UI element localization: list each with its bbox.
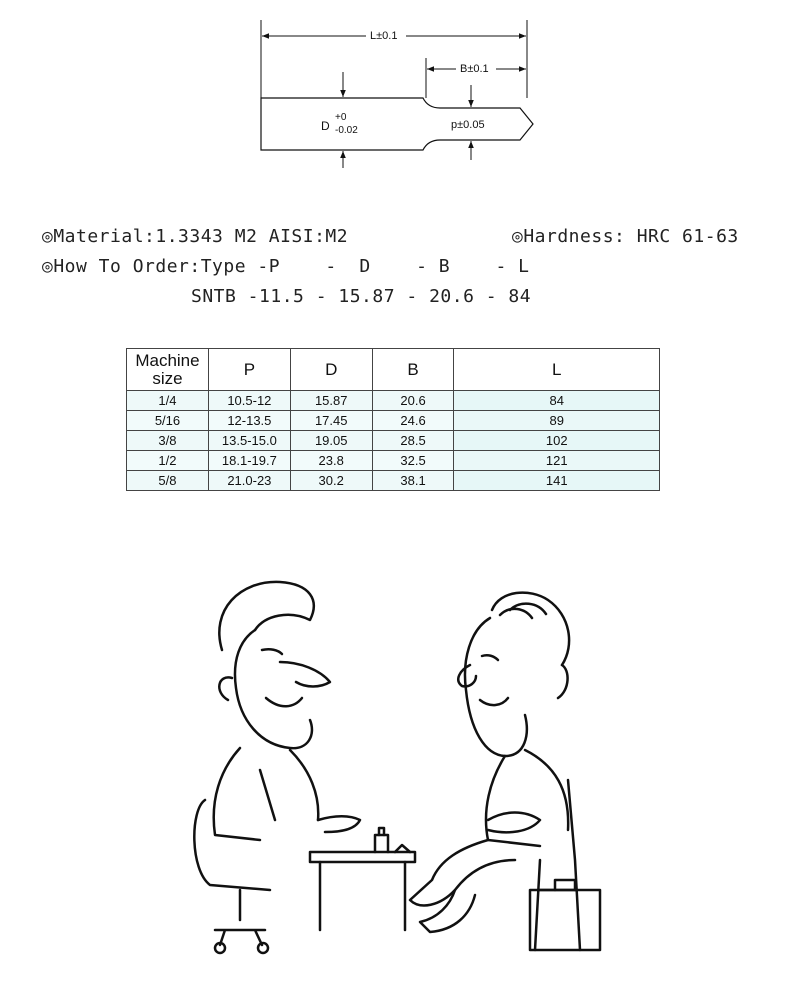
cell-p: 13.5-15.0 bbox=[208, 431, 290, 451]
order-example: SNTB -11.5 - 15.87 - 20.6 - 84 bbox=[191, 286, 532, 307]
punch-dimension-drawing bbox=[0, 0, 800, 200]
d-label: D bbox=[321, 119, 330, 133]
cell-machine-size: 5/8 bbox=[127, 471, 209, 491]
two-businessmen-cartoon bbox=[170, 570, 610, 970]
punch-outline bbox=[261, 98, 533, 150]
material-spec: ◎Material:1.3343 M2 AISI:M2 bbox=[42, 226, 349, 247]
svg-text:B±0.1: B±0.1 bbox=[460, 63, 489, 75]
size-table bbox=[126, 348, 660, 491]
cell-machine-size: 1/2 bbox=[127, 451, 209, 471]
cell-b: 20.6 bbox=[372, 391, 454, 411]
p-label: p±0.05 bbox=[451, 119, 485, 131]
cell-l: 121 bbox=[454, 451, 660, 471]
header-p: P bbox=[208, 349, 290, 391]
cell-p: 21.0-23 bbox=[208, 471, 290, 491]
svg-text:+0: +0 bbox=[335, 112, 347, 123]
cell-d: 19.05 bbox=[290, 431, 372, 451]
cell-machine-size: 1/4 bbox=[127, 391, 209, 411]
cell-b: 38.1 bbox=[372, 471, 454, 491]
table-row bbox=[127, 391, 660, 411]
cell-l: 102 bbox=[454, 431, 660, 451]
cell-p: 10.5-12 bbox=[208, 391, 290, 411]
cell-d: 30.2 bbox=[290, 471, 372, 491]
header-l: L bbox=[454, 349, 660, 391]
cell-l: 141 bbox=[454, 471, 660, 491]
cell-b: 24.6 bbox=[372, 411, 454, 431]
cell-l: 84 bbox=[454, 391, 660, 411]
cell-d: 15.87 bbox=[290, 391, 372, 411]
svg-text:L±0.1: L±0.1 bbox=[370, 30, 398, 42]
cell-b: 28.5 bbox=[372, 431, 454, 451]
cell-b: 32.5 bbox=[372, 451, 454, 471]
header-d: D bbox=[290, 349, 372, 391]
cell-d: 23.8 bbox=[290, 451, 372, 471]
cell-machine-size: 5/16 bbox=[127, 411, 209, 431]
cell-p: 18.1-19.7 bbox=[208, 451, 290, 471]
cell-machine-size: 3/8 bbox=[127, 431, 209, 451]
svg-text:-0.02: -0.02 bbox=[335, 125, 358, 136]
table-header-row bbox=[127, 349, 660, 391]
how-to-order: ◎How To Order:Type -P - D - B - L bbox=[42, 256, 530, 277]
cell-d: 17.45 bbox=[290, 411, 372, 431]
cell-l: 89 bbox=[454, 411, 660, 431]
table-row bbox=[127, 471, 660, 491]
header-b: B bbox=[372, 349, 454, 391]
hardness-spec: ◎Hardness: HRC 61-63 bbox=[512, 226, 739, 247]
header-machine-size: Machine size bbox=[127, 349, 209, 391]
table-row bbox=[127, 411, 660, 431]
table-row bbox=[127, 451, 660, 471]
cell-p: 12-13.5 bbox=[208, 411, 290, 431]
table-row bbox=[127, 431, 660, 451]
